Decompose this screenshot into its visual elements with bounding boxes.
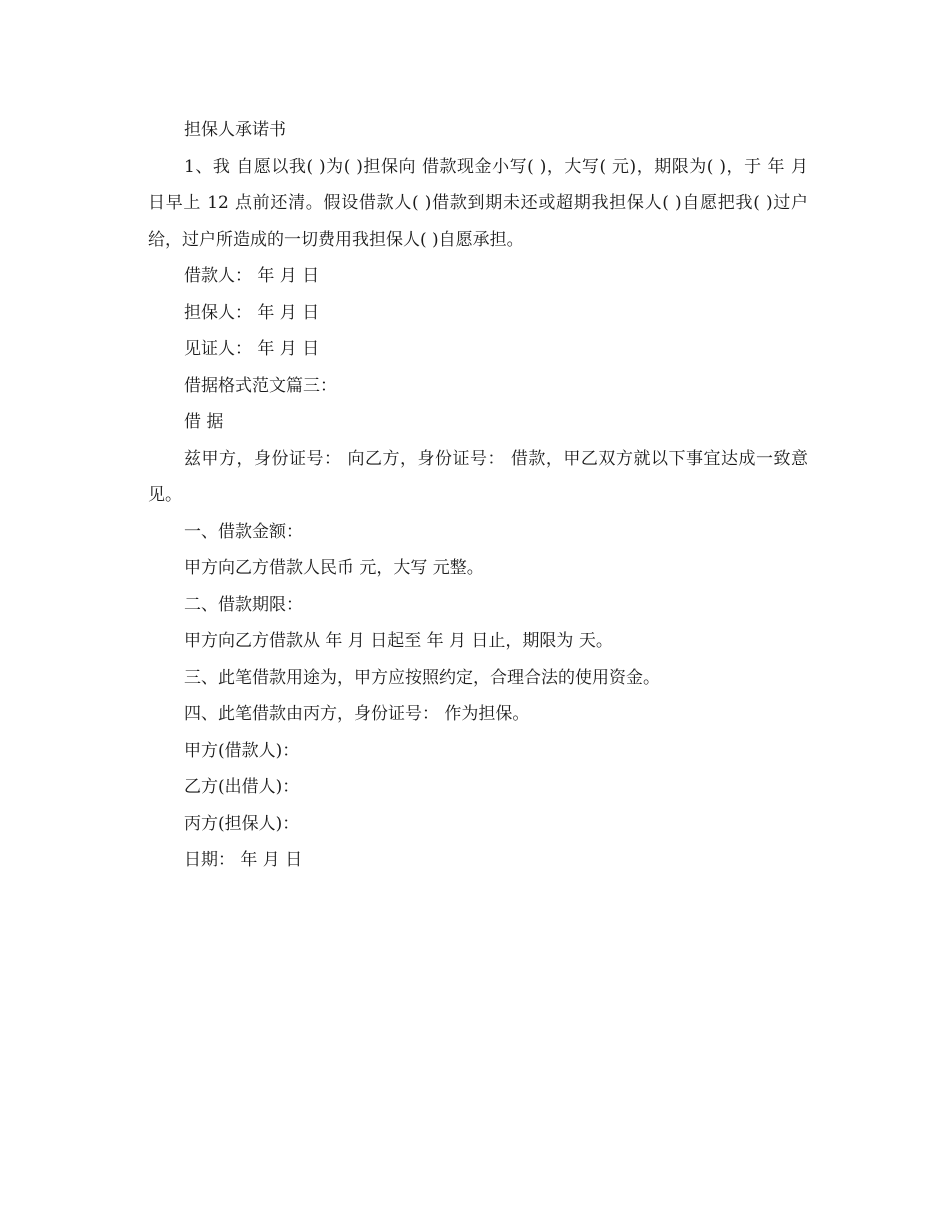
party-b-signature: 乙方(出借人)： <box>184 777 300 797</box>
clause-term-text: 甲方向乙方借款从 年 月 日起至 年 月 日止，期限为 天。 <box>184 631 613 651</box>
section-heading: 借据格式范文篇三： <box>184 375 337 396</box>
iou-title: 借 据 <box>184 412 224 432</box>
clause-guarantee: 四、此笔借款由丙方，身份证号： 作为担保。 <box>184 704 530 724</box>
document-title: 担保人承诺书 <box>184 120 286 140</box>
borrower-signature-line: 借款人： 年 月 日 <box>184 266 320 286</box>
witness-signature-line: 见证人： 年 月 日 <box>184 339 320 359</box>
document-body <box>148 112 808 879</box>
clause-amount-text: 甲方向乙方借款人民币 元，大写 元整。 <box>184 558 484 578</box>
clause-term-heading: 二、借款期限： <box>184 594 303 615</box>
clause-purpose: 三、此笔借款用途为，甲方应按照约定，合理合法的使用资金。 <box>184 667 660 688</box>
party-c-signature: 丙方(担保人)： <box>184 813 300 834</box>
party-a-signature: 甲方(借款人)： <box>184 740 300 761</box>
clause-amount-heading: 一、借款金额： <box>184 521 303 542</box>
iou-intro: 兹甲方，身份证号： 向乙方，身份证号： 借款，甲乙双方就以下事宜达成一致意见。 <box>148 448 808 505</box>
date-line: 日期： 年 月 日 <box>184 850 303 870</box>
guarantor-signature-line: 担保人： 年 月 日 <box>184 302 320 323</box>
guarantee-clause: 1、我 自愿以我( )为( )担保向 借款现金小写( )，大写( 元)，期限为( )，于 年 月 日早上 12 点前还清。假设借款人( )借款到期未还或超期我担保人( )自愿把我( )过户给，过户所造成的一切费用我担保人( )自愿承担。 <box>148 156 808 250</box>
